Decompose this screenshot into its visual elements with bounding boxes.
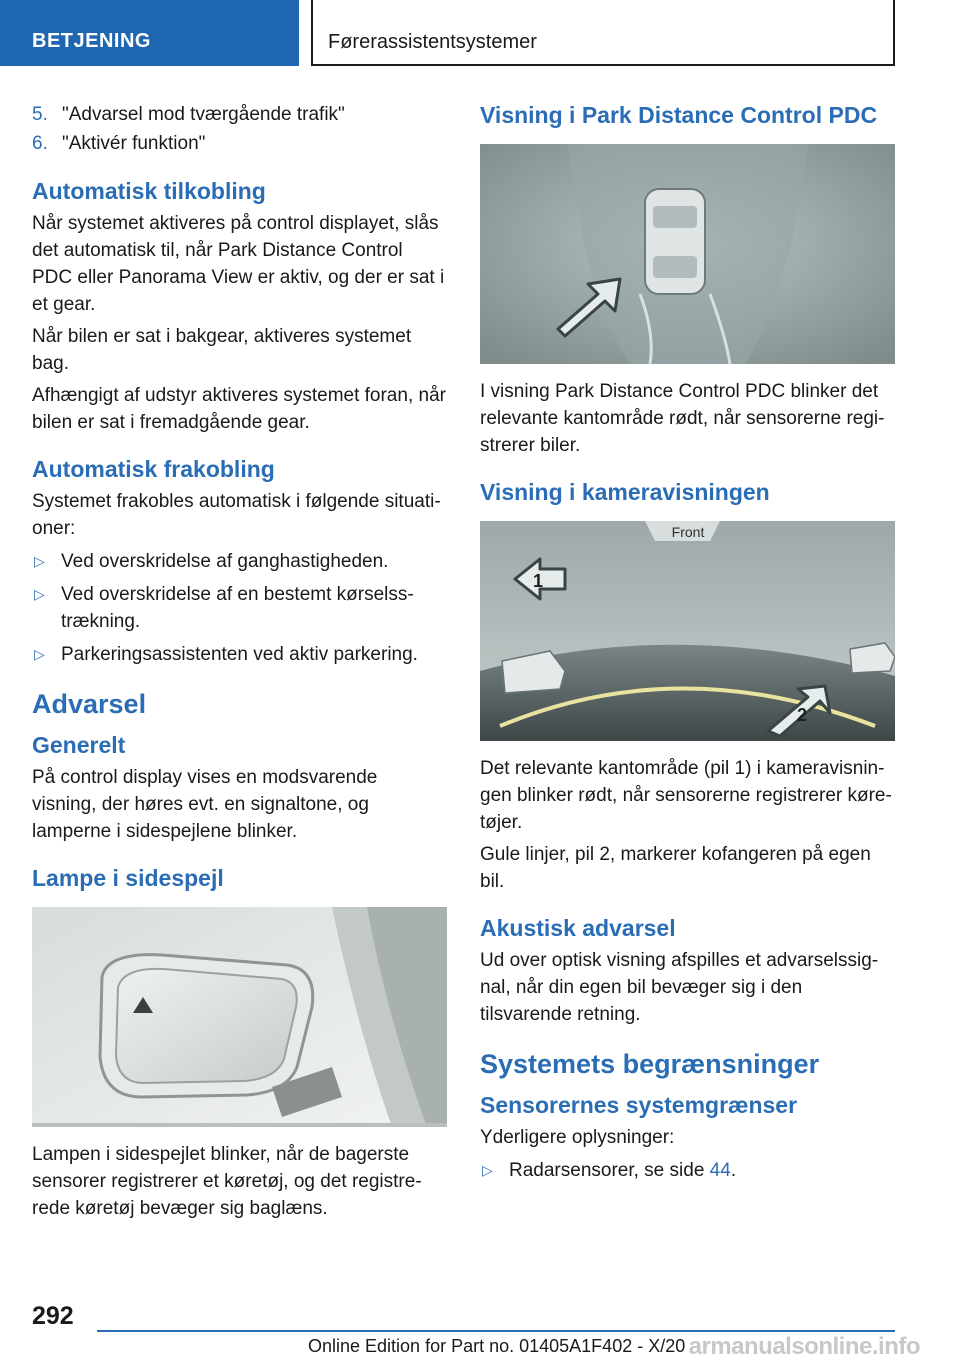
paragraph: På control display vises en modsvarende visning, der høres evt. en signaltone, og lamperne i sidespejlene blinker. [32,767,378,842]
heading-camera-view: Visning i kameravisningen [480,479,770,505]
arrow-2-label: 2 [796,705,808,725]
page-link[interactable]: 44 [709,1160,731,1181]
front-label: Front [671,524,705,540]
arrow-1-label: 1 [532,571,544,591]
heading-sensor-limits: Sensorernes systemgrænser [480,1092,798,1118]
triangle-bullet-icon: ▷ [482,1162,493,1178]
list-item [32,129,447,158]
side-mirror-illustration [32,907,447,1127]
paragraph: Når bilen er sat i bakgear, aktiveres systemet bag. [32,326,412,374]
bullet-item: ▷ Ved overskridelse af en bestemt kørselsstrækning. [32,581,447,635]
paragraph: Afhængigt af udstyr aktiveres systemet foran, når bilen er sat i fremadgående gear. [32,385,446,433]
heading-pdc-view: Visning i Park Distance Control PDC [480,102,878,128]
paragraph: Det relevante kantområde (pil 1) i kameravisningen blinker rødt, når sensorerne registrerer køretøjer. [480,758,892,833]
bullet-list [480,1157,895,1184]
page-number: 292 [32,1302,74,1330]
heading-auto-off: Automatisk frakobling [32,456,275,482]
paragraph: Gule linjer, pil 2, markerer kofangeren på egen bil. [480,844,871,892]
heading-auto-on: Automatisk tilkobling [32,178,266,204]
left-column [32,100,447,1227]
heading-warning: Advarsel [32,689,147,719]
bullet-item: ▷ Radarsensorer, se side 44. [480,1157,895,1184]
paragraph: Når systemet aktiveres på control displayet, slås det automatisk til, når Park Distance Control PDC eller Panorama View er aktiv, og der er sat i et gear. [32,213,445,315]
list-item [32,100,447,129]
heading-general: Generelt [32,732,126,758]
bullet-item: ▷ Ved overskridelse af ganghastigheden. [32,548,447,575]
pdc-view-illustration [480,144,895,364]
bullet-item: ▷ Parkeringsassistenten ved aktiv parkering. [32,641,447,668]
heading-system-limits: Systemets begrænsninger [480,1049,820,1079]
section-title: BETJENING [32,30,151,52]
watermark-text: armanualsonline.info [688,1333,920,1360]
figure-caption: Lampen i sidespejlet blinker, når de bagerste sensorer registrerer et køretøj, og det registrerede køretøj bevæger sig baglæns. [32,1144,422,1219]
section-tab [0,0,299,66]
list-text: "Aktivér funktion" [62,133,206,154]
list-text: "Advarsel mod tværgående trafik" [62,104,345,125]
paragraph: Systemet frakobles automatisk i følgende situationer: [32,491,441,539]
right-column [480,100,895,1190]
numbered-list [32,100,447,158]
camera-view-illustration [480,521,895,741]
figure-caption: I visning Park Distance Control PDC blinker det relevante kantområde rødt, når sensorerne registrerer biler. [480,381,885,456]
list-number: 5. [32,104,48,125]
heading-mirror-lamp: Lampe i sidespejl [32,865,224,891]
paragraph: Yderligere oplysninger: [480,1127,675,1148]
triangle-bullet-icon: ▷ [34,586,45,602]
triangle-bullet-icon: ▷ [34,553,45,569]
footer-divider [97,1330,895,1332]
triangle-bullet-icon: ▷ [34,646,45,662]
list-number: 6. [32,133,48,154]
paragraph: Ud over optisk visning afspilles et advarselssignal, når din egen bil bevæger sig i den tilsvarende retning. [480,950,879,1025]
heading-acoustic-warning: Akustisk advarsel [480,915,676,941]
chapter-title: Førerassistentsystemer [328,31,537,53]
footer-edition: Online Edition for Part no. 01405A1F402 - X/20 [308,1336,686,1356]
bullet-list [32,548,447,668]
chapter-tab [311,0,895,66]
